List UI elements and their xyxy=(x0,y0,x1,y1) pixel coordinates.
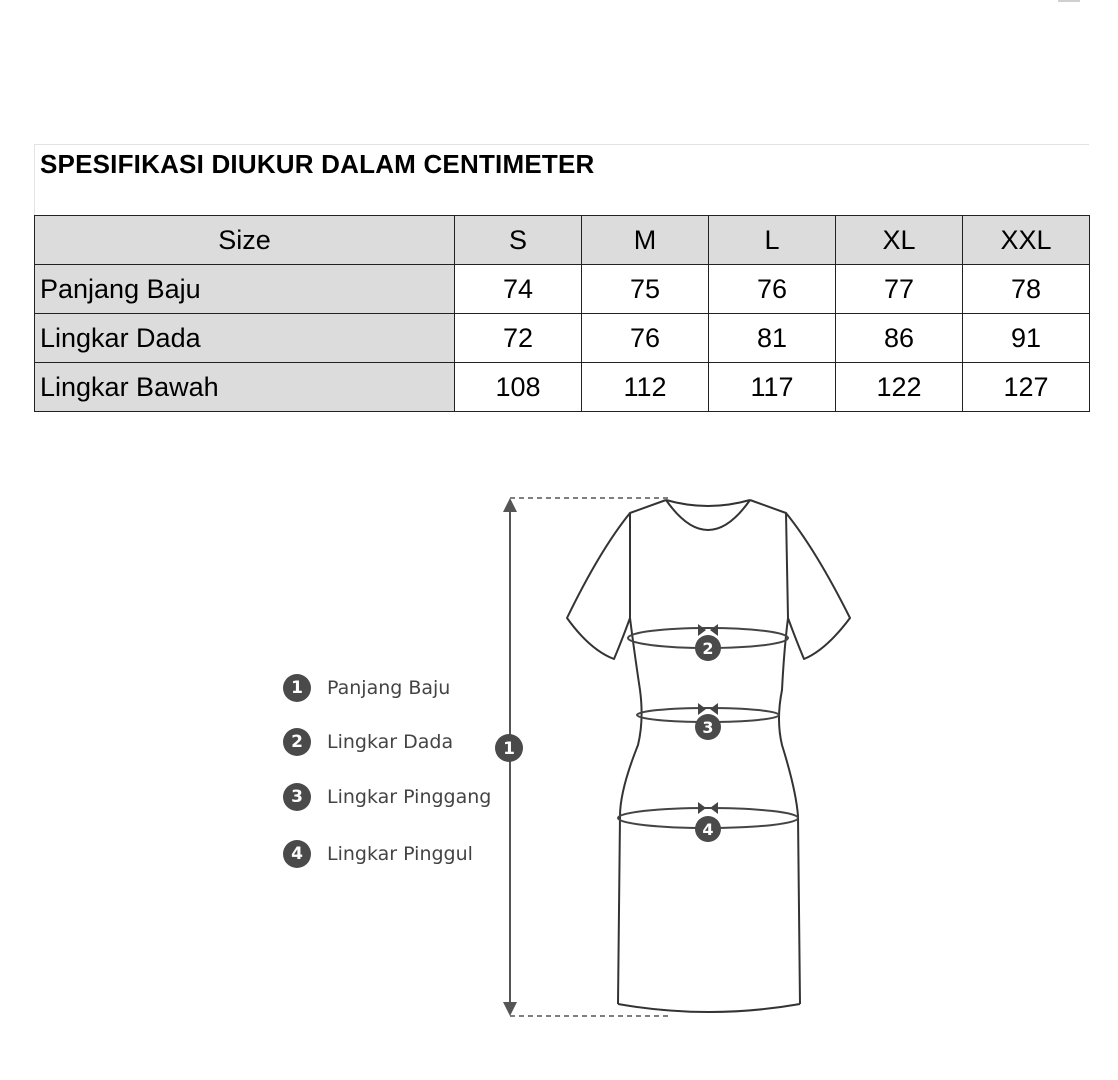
table-cell: 75 xyxy=(582,265,709,314)
legend-number-badge: 4 xyxy=(283,840,311,868)
spec-title: SPESIFIKASI DIUKUR DALAM CENTIMETER xyxy=(40,149,595,179)
table-cell: 122 xyxy=(836,363,963,412)
row-label: Lingkar Bawah xyxy=(35,363,455,412)
table-header-row xyxy=(35,216,1090,265)
arrow-icon xyxy=(710,624,718,636)
header-cell-m: M xyxy=(582,216,709,265)
header-cell-size: Size xyxy=(35,216,455,265)
row-label: Lingkar Dada xyxy=(35,314,455,363)
legend-label: Panjang Baju xyxy=(327,677,451,699)
marker-4 xyxy=(695,816,721,842)
header-cell-s: S xyxy=(455,216,582,265)
table-cell: 76 xyxy=(582,314,709,363)
dress-outline xyxy=(567,500,850,1012)
arrow-icon xyxy=(698,624,706,636)
header-cell-l: L xyxy=(709,216,836,265)
arrow-icon xyxy=(698,802,706,814)
legend-label: Lingkar Pinggul xyxy=(327,843,473,865)
table-cell: 108 xyxy=(455,363,582,412)
table-row xyxy=(35,265,1090,314)
table-cell: 72 xyxy=(455,314,582,363)
table-cell: 127 xyxy=(963,363,1090,412)
table-cell: 112 xyxy=(582,363,709,412)
legend-number-badge: 2 xyxy=(283,728,311,756)
arrow-icon xyxy=(710,802,718,814)
arrow-icon xyxy=(698,703,706,715)
marker-2 xyxy=(695,635,721,661)
corner-mark xyxy=(1058,0,1080,2)
marker-3 xyxy=(695,714,721,740)
legend-label: Lingkar Dada xyxy=(327,731,454,753)
table-cell: 77 xyxy=(836,265,963,314)
header-cell-xl: XL xyxy=(836,216,963,265)
arrow-icon xyxy=(710,703,718,715)
header-cell-xxl: XXL xyxy=(963,216,1090,265)
marker-label: 1 xyxy=(503,739,515,759)
table-row xyxy=(35,314,1090,363)
legend-number-badge: 3 xyxy=(283,783,311,811)
table-cell: 74 xyxy=(455,265,582,314)
table-cell: 76 xyxy=(709,265,836,314)
length-measure-arrow xyxy=(503,498,668,1016)
marker-1 xyxy=(495,734,523,762)
table-cell: 117 xyxy=(709,363,836,412)
table-cell: 86 xyxy=(836,314,963,363)
table-cell: 81 xyxy=(709,314,836,363)
table-cell: 78 xyxy=(963,265,1090,314)
dress-outline-icon xyxy=(0,480,1118,1040)
legend-label: Lingkar Pinggang xyxy=(327,786,492,808)
spec-title-box xyxy=(34,144,1089,215)
table-cell: 91 xyxy=(963,314,1090,363)
table-row xyxy=(35,363,1090,412)
marker-label: 3 xyxy=(702,718,714,737)
row-label: Panjang Baju xyxy=(35,265,455,314)
size-chart-table xyxy=(34,215,1090,412)
marker-label: 4 xyxy=(702,820,714,839)
legend-number-badge: 1 xyxy=(283,674,311,702)
marker-label: 2 xyxy=(702,639,714,658)
